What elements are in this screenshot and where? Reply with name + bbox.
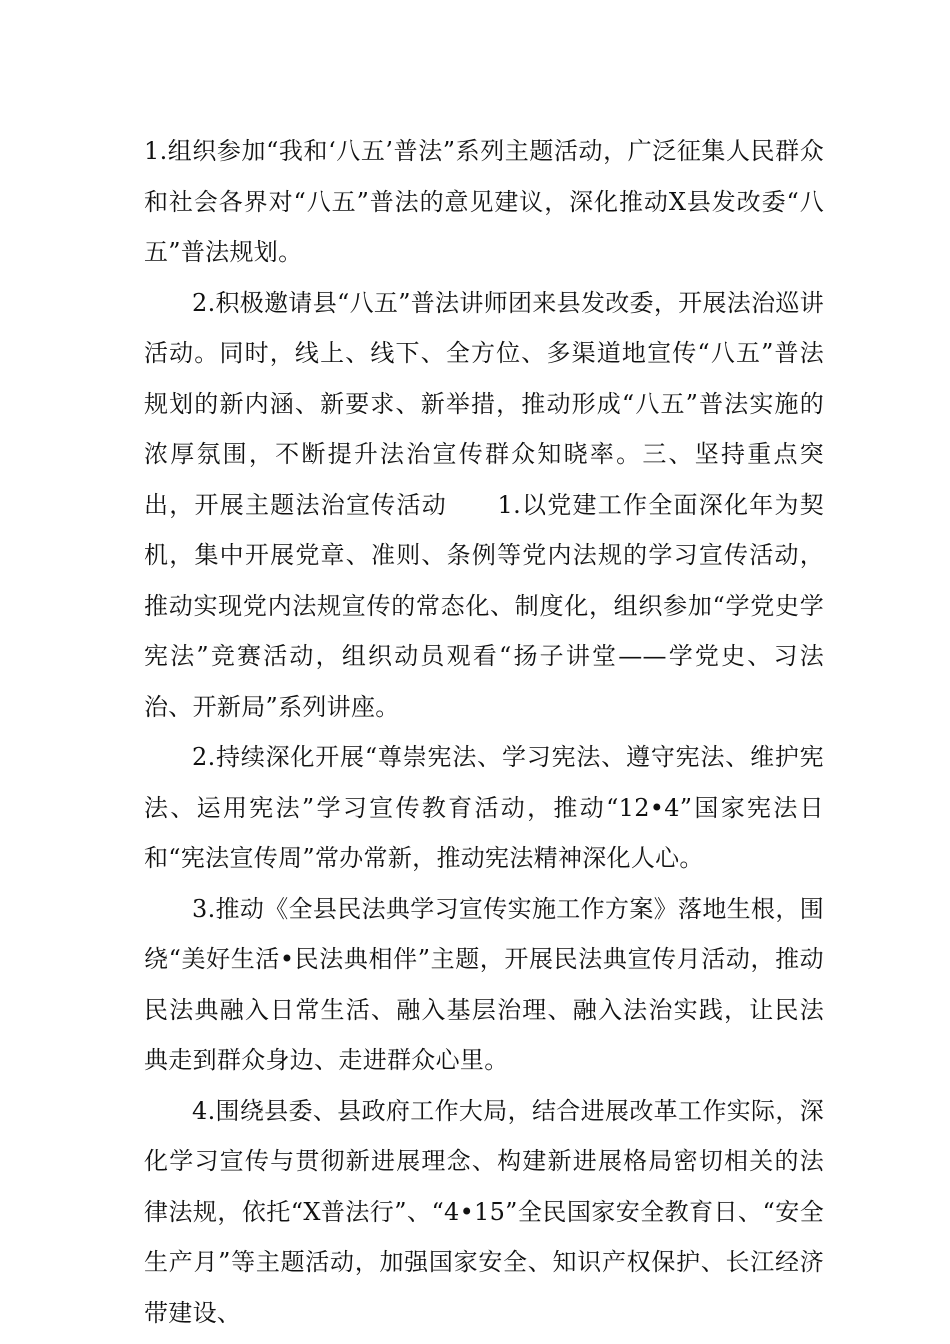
paragraph-5: 4.围绕县委、县政府工作大局，结合进展改革工作实际，深化学习宣传与贯彻新进展理念、构建新进展格局密切相关的法律法规，依托“X普法行”、“4•15”全民国家安全教育日、“安全生产月”等主题活动，加强国家安全、知识产权保护、长江经济带建设、	[144, 1096, 824, 1327]
paragraph-3: 2.持续深化开展“尊崇宪法、学习宪法、遵守宪法、维护宪法、运用宪法”学习宣传教育活动，推动“12•4”国家宪法日和“宪法宣传周”常办常新，推动宪法精神深化人心。	[144, 743, 824, 872]
document-body	[144, 126, 824, 1338]
paragraph-4: 3.推动《全县民法典学习宣传实施工作方案》落地生根，围绕“美好生活•民法典相伴”主题，开展民法典宣传月活动，推动民法典融入日常生活、融入基层治理、融入法治实践，让民法典走到群众身边、走进群众心里。	[144, 894, 824, 1074]
paragraph-1: 1.组织参加“我和‘八五’普法”系列主题活动，广泛征集人民群众和社会各界对“八五”普法的意见建议，深化推动X县发改委“八五”普法规划。	[144, 137, 824, 266]
paragraph-2: 2.积极邀请县“八五”普法讲师团来县发改委，开展法治巡讲活动。同时，线上、线下、全方位、多渠道地宣传“八五”普法规划的新内涵、新要求、新举措，推动形成“八五”普法实施的浓厚氛围，不断提升法治宣传群众知晓率。三、坚持重点突出，开展主题法治宣传活动 1.以党建工作全面深化年为契机，集中开展党章、准则、条例等党内法规的学习宣传活动，推动实现党内法规宣传的常态化、制度化，组织参加“学党史学宪法”竞赛活动，组织动员观看“扬子讲堂——学党史、习法治、开新局”系列讲座。	[144, 288, 824, 721]
